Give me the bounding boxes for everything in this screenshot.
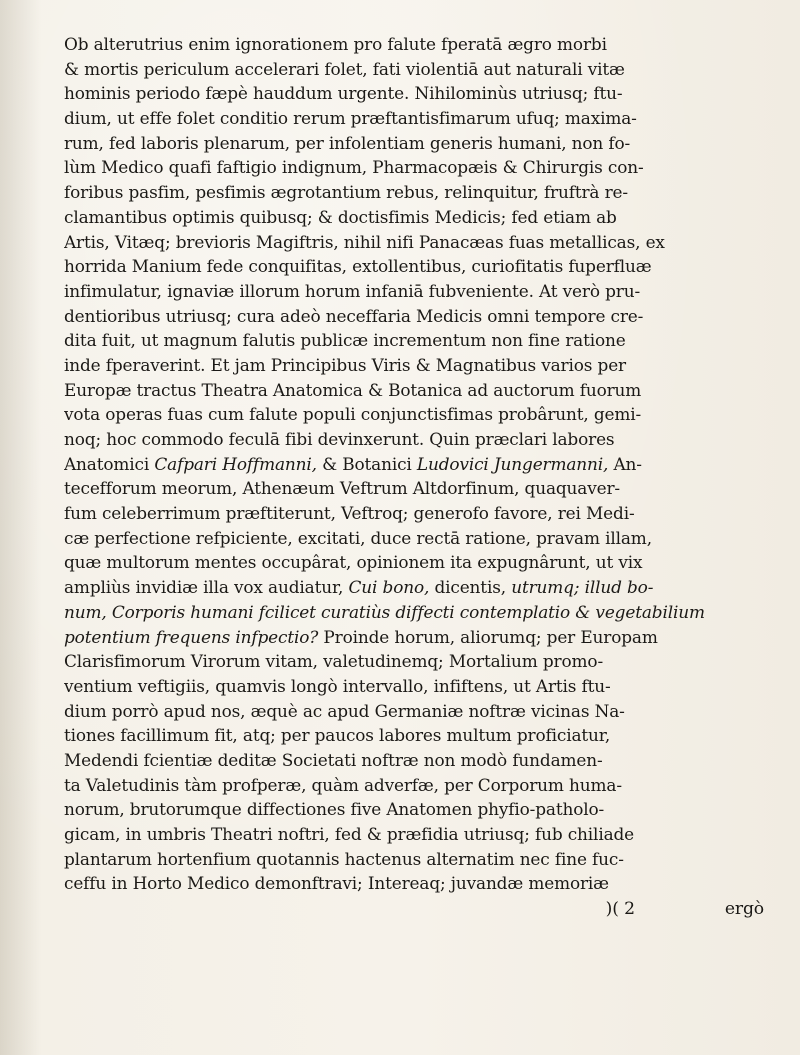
text-segment: inde fperaverint. Et jam Principibus Viris & Magnatibus varios per bbox=[64, 355, 627, 376]
text-segment: dium, ut effe folet conditio rerum præftantisfimarum ufuq; maxima- bbox=[64, 109, 637, 130]
italic-segment: num, Corporis humani fcilicet curatiùs diffecti contemplatio & vegetabilium bbox=[64, 602, 705, 623]
text-line bbox=[64, 453, 782, 478]
text-segment: norum, brutorumque diffectiones five Anatomen phyfio-patholo- bbox=[64, 800, 605, 821]
page-footer bbox=[64, 897, 794, 922]
text-line bbox=[64, 724, 782, 749]
text-segment: Medendi fcientiæ deditæ Societati noftræ non modò fundamen- bbox=[64, 750, 603, 771]
text-line bbox=[64, 428, 782, 453]
italic-segment: Ludovici Jungermanni, bbox=[416, 454, 609, 475]
text-segment: dita fuit, ut magnum falutis publicæ incrementum non fine ratione bbox=[64, 331, 626, 352]
text-line bbox=[64, 82, 782, 107]
text-line bbox=[64, 403, 782, 428]
italic-segment: Cafpari Hoffmanni, bbox=[154, 454, 317, 475]
text-segment: & mortis periculum accelerari folet, fati violentiā aut naturali vitæ bbox=[64, 59, 625, 80]
text-line bbox=[64, 650, 782, 675]
text-segment: An- bbox=[608, 454, 642, 475]
text-segment: dentioribus utriusq; cura adeò neceffaria Medicis omni tempore cre- bbox=[64, 306, 644, 327]
text-segment: Clarisfimorum Virorum vitam, valetudinemq; Mortalium promo- bbox=[64, 652, 604, 673]
text-segment: noq; hoc commodo feculā fibi devinxerunt. Quin præclari labores bbox=[64, 430, 615, 450]
body-text bbox=[64, 33, 794, 922]
text-segment: Anatomici bbox=[64, 454, 155, 475]
text-segment: plantarum hortenfium quotannis hactenus alternatim nec fine fuc- bbox=[64, 849, 624, 870]
text-line bbox=[64, 156, 782, 181]
text-segment: horrida Manium fede conquifitas, extollentibus, curiofitatis fuperfluæ bbox=[64, 257, 652, 278]
text-line bbox=[64, 181, 782, 206]
text-line bbox=[64, 305, 782, 330]
text-segment: quæ multorum mentes occupârat, opinionem ita expugnârunt, ut vix bbox=[64, 553, 643, 574]
text-segment: rum, fed laboris plenarum, per infolentiam generis humani, non fo- bbox=[64, 133, 631, 154]
text-line bbox=[64, 354, 782, 379]
text-segment: clamantibus optimis quibusq; & doctisfimis Medicis; fed etiam ab bbox=[64, 207, 617, 228]
catchword: ergò bbox=[724, 899, 764, 920]
text-segment: dicentis, bbox=[429, 578, 512, 599]
text-line bbox=[64, 774, 782, 799]
text-segment: lùm Medico quafi faftigio indignum, Pharmacopæis & Chirurgis con- bbox=[64, 158, 644, 179]
text-segment: Europæ tractus Theatra Anatomica & Botanica ad auctorum fuorum bbox=[64, 380, 642, 401]
text-line bbox=[64, 675, 782, 700]
text-segment: infimulatur, ignaviæ illorum horum infaniā fubveniente. At verò pru- bbox=[64, 281, 641, 302]
text-segment: Artis, Vitæq; brevioris Magiftris, nihil nifi Panacæas fuas metallicas, ex bbox=[64, 232, 665, 253]
text-segment: ta Valetudinis tàm profperæ, quàm adverfæ, per Corporum huma- bbox=[64, 775, 622, 796]
text-line bbox=[64, 280, 782, 305]
text-segment: gicam, in umbris Theatri noftri, fed & præfidia utriusq; fub chiliade bbox=[64, 825, 635, 845]
text-line bbox=[64, 551, 782, 576]
text-segment: Proinde horum, aliorumq; per Europam bbox=[318, 627, 658, 648]
text-segment: cæ perfectione refpiciente, excitati, duce rectā ratione, pravam illam, bbox=[64, 528, 652, 549]
text-segment: foribus pasfim, pesfimis ægrotantium rebus, relinquitur, fruftrà re- bbox=[64, 183, 628, 204]
text-line bbox=[64, 798, 782, 823]
text-line bbox=[64, 477, 782, 502]
text-segment: dium porrò apud nos, æquè ac apud Germaniæ noftræ vicinas Na- bbox=[64, 701, 625, 722]
text-segment: ventium veftigiis, quamvis longò intervallo, infiftens, ut Artis ftu- bbox=[64, 676, 611, 697]
text-segment: hominis periodo fæpè hauddum urgente. Nihilominùs utriusq; ftu- bbox=[64, 84, 623, 105]
text-line bbox=[64, 576, 782, 601]
text-segment: ampliùs invidiæ illa vox audiatur, bbox=[64, 578, 349, 599]
text-line bbox=[64, 206, 782, 231]
text-line bbox=[64, 823, 782, 848]
text-line bbox=[64, 58, 782, 83]
text-line bbox=[64, 132, 782, 157]
text-line bbox=[64, 231, 782, 256]
text-line bbox=[64, 626, 782, 651]
text-segment: & Botanici bbox=[316, 454, 417, 475]
italic-segment: Cui bono, bbox=[348, 578, 430, 599]
text-segment: tiones facillimum fit, atq; per paucos labores multum proficiatur, bbox=[64, 726, 611, 747]
text-line bbox=[64, 107, 782, 132]
signature-mark: )( 2 bbox=[605, 899, 635, 920]
text-line bbox=[64, 502, 782, 527]
italic-segment: utrumq; illud bo- bbox=[511, 578, 654, 599]
text-segment: tecefforum meorum, Athenæum Veftrum Altdorfinum, quaquaver- bbox=[64, 479, 620, 500]
gutter-shadow bbox=[0, 0, 42, 1055]
text-segment: fum celeberrimum præftiterunt, Veftroq; generofo favore, rei Medi- bbox=[64, 504, 635, 525]
text-segment: Ob alterutrius enim ignorationem pro falute fperatā ægro morbi bbox=[64, 35, 607, 55]
text-line bbox=[64, 527, 782, 552]
text-line bbox=[64, 872, 782, 897]
text-line bbox=[64, 255, 782, 280]
text-line bbox=[64, 379, 782, 404]
italic-segment: potentium frequens infpectio? bbox=[64, 627, 319, 648]
text-segment: ceffu in Horto Medico demonftravi; Intereaq; juvandæ memoriæ bbox=[64, 874, 609, 895]
text-line bbox=[64, 700, 782, 725]
text-line bbox=[64, 33, 782, 58]
text-segment: vota operas fuas cum falute populi conjunctisfimas probârunt, gemi- bbox=[64, 405, 642, 426]
text-line bbox=[64, 601, 782, 626]
text-line bbox=[64, 749, 782, 774]
text-line bbox=[64, 848, 782, 873]
text-line bbox=[64, 329, 782, 354]
